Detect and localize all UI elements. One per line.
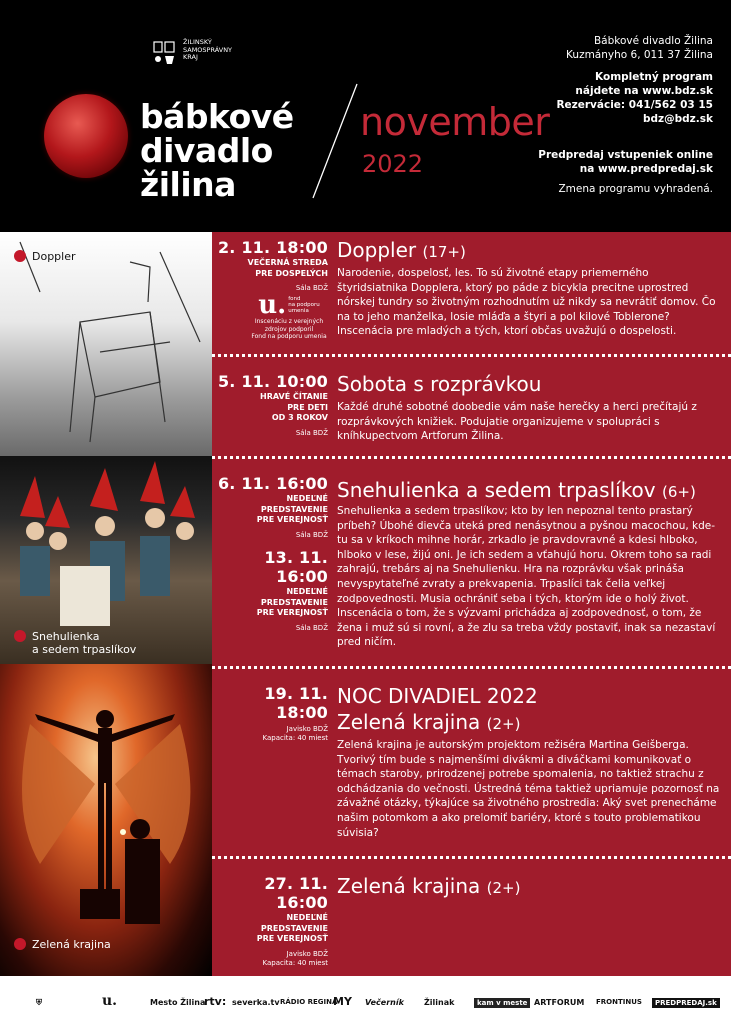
- sponsor-zilinak: Žilinak: [424, 998, 455, 1007]
- zelena-krajina-label: Zelená krajina: [14, 938, 111, 951]
- snehulienka-photo: [0, 456, 212, 664]
- header: [0, 0, 731, 232]
- sponsor-artforum: ARTFORUM: [534, 998, 585, 1007]
- bullet-dot-icon: [14, 630, 26, 642]
- sponsor-severka: severka.tv: [232, 998, 280, 1007]
- perforation-divider: [212, 666, 731, 669]
- year-title: 2022: [362, 150, 424, 178]
- event-title: Sobota s rozprávkou: [337, 372, 542, 396]
- theatre-logo-text: bábkové divadlo žilina: [140, 97, 294, 204]
- sponsor-rtv: rtv:: [204, 995, 227, 1008]
- sponsor-crest-icon: ⛨: [36, 998, 42, 1007]
- sponsor-predpredaj: PREDPREDAJ.sk: [652, 998, 720, 1008]
- theatre-logo-ball: [44, 94, 128, 178]
- sponsor-fond: u.: [102, 993, 118, 1009]
- zelena-krajina-photo: [0, 664, 212, 976]
- perforation-divider: [212, 354, 731, 357]
- event-description: Snehulienka a sedem trpaslíkov; kto by len nepoznal tento prastarý príbeh? Úbohé dievča uteká pred nenásytnou a pyšnou macochou, kde-tu sa v kríkoch mihne horár, zrkadlo je pravdovravné a kdesi hlboko, hlboko v lese, žijú oni. Je ich sedem a vťahujú horu. Okrem toho sa radi zahrajú, trebárs aj na Snehulienku. Hra na rozprávku však prináša nevyspytateľné zvraty a prekvapenia. Trpaslíci tak čelia veľkej zodpovednosti. Musia ochrániť seba i tých, ktorým ide o holý život. Inscenácia o tom, že s výzvami prichádza aj zodpovednosť, o tom, že žena i muž sú si rovní, a že zlu sa treba vždy postaviť, inak sa nezastaví pred ničím.: [337, 505, 716, 649]
- slash-divider: [305, 82, 365, 200]
- month-title: november: [360, 100, 550, 144]
- sponsor-mesto: Mesto Žilina: [150, 998, 206, 1007]
- snehulienka-label: Snehulienka a sedem trpaslíkov: [14, 630, 136, 656]
- doppler-label: Doppler: [14, 250, 76, 263]
- doppler-photo: [0, 232, 212, 456]
- bullet-dot-icon: [14, 250, 26, 262]
- sponsor-bar: [0, 976, 731, 1024]
- event-title: NOC DIVADIEL 2022: [337, 684, 538, 708]
- event-title: Doppler (17+): [337, 238, 466, 262]
- event-datetime: 19. 11. 18:00 Javisko BDŽ Kapacita: 40 miest: [262, 684, 328, 742]
- fond-u-icon: u.: [258, 290, 287, 320]
- event-datetime: 5. 11. 10:00 HRAVÉ ČÍTANIE PRE DETI OD 3 ROKOV Sála BDŽ: [217, 372, 328, 437]
- sponsor-radio: RÁDIO REGINA: [280, 998, 338, 1006]
- event-subtitle: Zelená krajina (2+): [337, 710, 521, 734]
- sponsor-my: MY: [333, 995, 352, 1008]
- sponsor-frontinus: FRONTINUS: [596, 998, 642, 1006]
- region-logo-text: ŽILINSKÝ SAMOSPRÁVNY KRAJ: [183, 38, 233, 61]
- perforation-divider: [212, 856, 731, 859]
- program-panel: [212, 232, 731, 976]
- event-title: Zelená krajina (2+): [337, 874, 521, 898]
- sponsor-kamvmeste: kam v meste: [474, 998, 530, 1008]
- event-title: Snehulienka a sedem trpaslíkov (6+): [337, 478, 696, 502]
- coat-of-arms-icon: [152, 40, 178, 70]
- sponsor-vecernik: Večerník: [365, 998, 404, 1007]
- event-description: Narodenie, dospelosť, les. To sú životné etapy priemerného štyridsiatnika Dopplera, ktorý po páde z bicykla precitne uprostred nórskej tundry so životným rozhodnutím už nikdy sa nevrátiť domov. Čo na to jeho manželka, losie mláďa a štyri a pol kilové Toblerone? Inscenácia pre mladých a tých, ktorí občas uvažujú o dospelosti.: [337, 267, 716, 338]
- bullet-dot-icon: [14, 938, 26, 950]
- fond-logo: u. fond na podporu umenia Inscenáciu z verejných zdrojov podporil Fond na podporu umenia: [251, 290, 327, 340]
- event-datetime-second: 13. 11. 16:00 NEDEĽNÉ PREDSTAVENIE PRE VEREJNOSŤ Sála BDŽ: [256, 548, 328, 632]
- event-datetime: 2. 11. 18:00 VEČERNÁ STREDA PRE DOSPELÝCH Sála BDŽ: [217, 238, 328, 292]
- event-datetime: 27. 11. 16:00 NEDEĽNÉ PREDSTAVENIE PRE VEREJNOSŤ Javisko BDŽ Kapacita: 40 miest: [256, 874, 328, 967]
- perforation-divider: [212, 456, 731, 459]
- event-datetime: 6. 11. 16:00 NEDEĽNÉ PREDSTAVENIE PRE VEREJNOSŤ Sála BDŽ: [217, 474, 328, 539]
- event-description: Každé druhé sobotné doobedie vám naše herečky a herci prečítajú z rozprávkových knižiek. Podujatie organizujeme v spolupráci s kníhkupectvom Artforum Žilina.: [337, 401, 697, 443]
- contact-info: Bábkové divadlo Žilina Kuzmányho 6, 011 37 Žilina Kompletný program nájdete na www.bdz.sk Rezervácie: 041/562 03 15 bdz@bdz.sk Predpredaj vstupeniek online na www.predpredaj.sk Zmena programu vyhradená.: [538, 35, 713, 195]
- event-description: Zelená krajina je autorským projektom režiséra Martina Geišberga. Tvorivý tím bude s najmenšími divákmi a diváčkami komunikovať o témach staroby, prirodzenej potrebe spomalenia, no taktiež strachu z odchádzania do večnosti. Ústredná téma taktiež upriamuje pozornosť na závažné otázky, týkajúce sa životného prostredia: Aký svet prenecháme našim potomkom a ako prelomiť bariéry, ktoré s touto problematikou súvisia?: [337, 739, 720, 839]
